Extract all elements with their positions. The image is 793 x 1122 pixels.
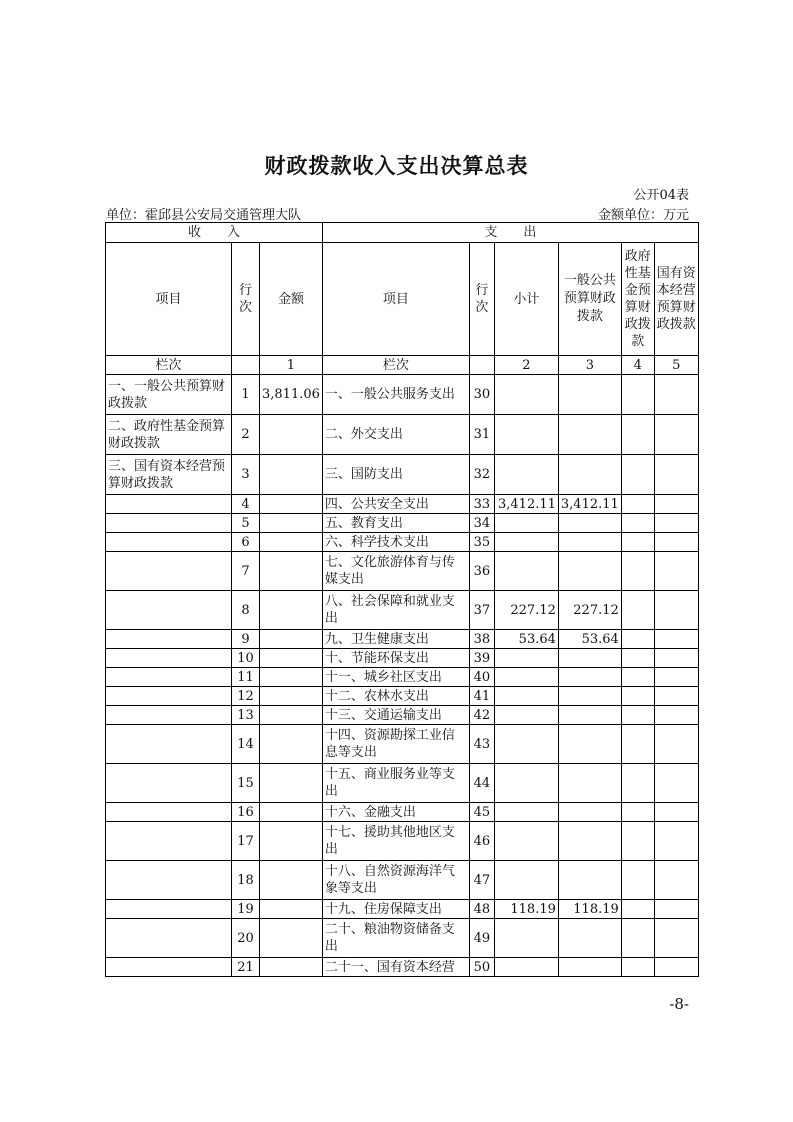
cell-expense-line: 44: [469, 764, 494, 803]
cell-subtotal: [494, 375, 558, 415]
cell-income-item: [106, 495, 232, 514]
cell-expense-item: 二十一、国有资本经营: [322, 958, 469, 977]
cell-gov-fund: [621, 375, 654, 415]
cell-subtotal: [494, 533, 558, 552]
cell-subtotal: 118.19: [494, 900, 558, 919]
cell-income-item: [106, 764, 232, 803]
table-row: [106, 455, 699, 495]
expense-section-header: 支 出: [322, 223, 698, 243]
cell-gov-fund: [621, 533, 654, 552]
cell-subtotal: [494, 958, 558, 977]
cell-subtotal: 3,412.11: [494, 495, 558, 514]
cell-expense-item: 二十、粮油物资储备支出: [322, 919, 469, 958]
column-header-row: [106, 243, 699, 356]
cell-income-amount: [260, 822, 323, 861]
cell-general-budget: 227.12: [558, 591, 621, 630]
page-title: 财政拨款收入支出决算总表: [264, 153, 529, 178]
cell-income-amount: [260, 919, 323, 958]
cell-income-amount: [260, 764, 323, 803]
cell-subtotal: [494, 822, 558, 861]
cell-state-capital: [654, 514, 698, 533]
colnum-gov-fund: 4: [621, 356, 654, 375]
cell-expense-item: 八、社会保障和就业支出: [322, 591, 469, 630]
table-row: [106, 552, 699, 591]
cell-income-item: [106, 649, 232, 668]
cell-income-item: [106, 803, 232, 822]
cell-general-budget: [558, 803, 621, 822]
cell-general-budget: [558, 958, 621, 977]
cell-income-item: [106, 919, 232, 958]
cell-expense-item: 六、科学技术支出: [322, 533, 469, 552]
cell-income-line: 16: [232, 803, 260, 822]
cell-expense-item: 十四、资源勘探工业信息等支出: [322, 725, 469, 764]
cell-subtotal: 227.12: [494, 591, 558, 630]
cell-state-capital: [654, 919, 698, 958]
cell-gov-fund: [621, 591, 654, 630]
table-row: [106, 495, 699, 514]
cell-income-line: 11: [232, 668, 260, 687]
cell-gov-fund: [621, 725, 654, 764]
table-row: [106, 630, 699, 649]
income-section-header: 收 入: [106, 223, 323, 243]
cell-income-line: 19: [232, 900, 260, 919]
cell-expense-line: 31: [469, 415, 494, 455]
cell-expense-item: 十三、交通运输支出: [322, 706, 469, 725]
cell-expense-line: 45: [469, 803, 494, 822]
cell-income-item: [106, 900, 232, 919]
cell-subtotal: [494, 861, 558, 900]
cell-expense-item: 十六、金融支出: [322, 803, 469, 822]
cell-income-amount: [260, 668, 323, 687]
cell-general-budget: [558, 687, 621, 706]
cell-subtotal: [494, 455, 558, 495]
cell-general-budget: 3,412.11: [558, 495, 621, 514]
cell-state-capital: [654, 803, 698, 822]
cell-expense-line: 39: [469, 649, 494, 668]
cell-income-line: 3: [232, 455, 260, 495]
cell-gov-fund: [621, 687, 654, 706]
cell-expense-item: 五、教育支出: [322, 514, 469, 533]
cell-state-capital: [654, 415, 698, 455]
cell-expense-item: 一、一般公共服务支出: [322, 375, 469, 415]
cell-income-line: 1: [232, 375, 260, 415]
cell-expense-line: 35: [469, 533, 494, 552]
cell-income-amount: [260, 630, 323, 649]
cell-subtotal: [494, 764, 558, 803]
cell-income-amount: [260, 900, 323, 919]
cell-gov-fund: [621, 958, 654, 977]
colnum-subtotal: 2: [494, 356, 558, 375]
cell-income-amount: [260, 725, 323, 764]
table-row: [106, 415, 699, 455]
cell-subtotal: [494, 706, 558, 725]
cell-expense-item: 十、节能环保支出: [322, 649, 469, 668]
cell-subtotal: [494, 687, 558, 706]
col-header-expense-item: 项目: [322, 243, 469, 356]
cell-general-budget: [558, 514, 621, 533]
cell-expense-item: 十七、援助其他地区支出: [322, 822, 469, 861]
cell-subtotal: [494, 552, 558, 591]
cell-gov-fund: [621, 552, 654, 591]
cell-gov-fund: [621, 514, 654, 533]
cell-income-item: 一、一般公共预算财政拨款: [106, 375, 232, 415]
cell-expense-item: 三、国防支出: [322, 455, 469, 495]
cell-income-line: 4: [232, 495, 260, 514]
cell-expense-line: 30: [469, 375, 494, 415]
cell-subtotal: [494, 919, 558, 958]
table-row: [106, 649, 699, 668]
cell-income-line: 20: [232, 919, 260, 958]
cell-expense-line: 43: [469, 725, 494, 764]
cell-income-item: [106, 668, 232, 687]
cell-income-item: [106, 533, 232, 552]
cell-general-budget: [558, 533, 621, 552]
cell-gov-fund: [621, 495, 654, 514]
col-header-subtotal: 小计: [494, 243, 558, 356]
cell-state-capital: [654, 495, 698, 514]
cell-expense-line: 48: [469, 900, 494, 919]
table-row: [106, 514, 699, 533]
cell-income-amount: [260, 455, 323, 495]
cell-income-line: 21: [232, 958, 260, 977]
cell-state-capital: [654, 649, 698, 668]
cell-income-item: [106, 706, 232, 725]
colnum-general: 3: [558, 356, 621, 375]
colnum-state-capital: 5: [654, 356, 698, 375]
page-number: -8-: [669, 995, 689, 1013]
cell-state-capital: [654, 630, 698, 649]
cell-income-amount: [260, 415, 323, 455]
cell-income-line: 12: [232, 687, 260, 706]
cell-income-amount: [260, 591, 323, 630]
cell-income-line: 9: [232, 630, 260, 649]
cell-income-item: [106, 725, 232, 764]
cell-state-capital: [654, 455, 698, 495]
cell-income-amount: [260, 649, 323, 668]
cell-state-capital: [654, 861, 698, 900]
cell-expense-line: 36: [469, 552, 494, 591]
cell-expense-item: 十五、商业服务业等支出: [322, 764, 469, 803]
cell-expense-item: 四、公共安全支出: [322, 495, 469, 514]
cell-subtotal: [494, 415, 558, 455]
cell-general-budget: [558, 861, 621, 900]
cell-expense-line: 46: [469, 822, 494, 861]
cell-income-line: 6: [232, 533, 260, 552]
cell-income-amount: [260, 706, 323, 725]
cell-gov-fund: [621, 900, 654, 919]
cell-state-capital: [654, 958, 698, 977]
colnum-amount: 1: [260, 356, 323, 375]
cell-income-item: [106, 822, 232, 861]
cell-gov-fund: [621, 668, 654, 687]
cell-income-line: 13: [232, 706, 260, 725]
colnum-blank: [469, 356, 494, 375]
cell-subtotal: [494, 668, 558, 687]
cell-subtotal: [494, 803, 558, 822]
cell-expense-item: 七、文化旅游体育与传媒支出: [322, 552, 469, 591]
cell-income-item: [106, 630, 232, 649]
cell-expense-item: 十九、住房保障支出: [322, 900, 469, 919]
cell-income-amount: [260, 861, 323, 900]
cell-expense-line: 33: [469, 495, 494, 514]
cell-income-amount: [260, 495, 323, 514]
cell-expense-line: 38: [469, 630, 494, 649]
table-row: [106, 803, 699, 822]
cell-income-line: 10: [232, 649, 260, 668]
cell-income-item: [106, 514, 232, 533]
table-row: [106, 861, 699, 900]
col-header-amount: 金额: [260, 243, 323, 356]
cell-general-budget: [558, 822, 621, 861]
cell-subtotal: [494, 725, 558, 764]
cell-expense-item: 九、卫生健康支出: [322, 630, 469, 649]
cell-gov-fund: [621, 919, 654, 958]
col-header-state-capital: 国有资本经营预算财政拨款: [654, 243, 698, 356]
cell-general-budget: [558, 415, 621, 455]
cell-expense-line: 47: [469, 861, 494, 900]
cell-state-capital: [654, 591, 698, 630]
cell-general-budget: [558, 455, 621, 495]
cell-income-item: [106, 552, 232, 591]
cell-state-capital: [654, 687, 698, 706]
form-number: 公开04表: [633, 188, 689, 203]
cell-income-line: 2: [232, 415, 260, 455]
colnum-label-right: 栏次: [322, 356, 469, 375]
cell-income-line: 17: [232, 822, 260, 861]
col-header-income-item: 项目: [106, 243, 232, 356]
cell-state-capital: [654, 668, 698, 687]
unit-label: 单位：霍邱县公安局交通管理大队: [106, 208, 302, 223]
table-row: [106, 687, 699, 706]
cell-general-budget: [558, 764, 621, 803]
cell-income-item: [106, 591, 232, 630]
cell-general-budget: [558, 375, 621, 415]
col-header-income-line: 行次: [232, 243, 260, 356]
cell-subtotal: 53.64: [494, 630, 558, 649]
cell-state-capital: [654, 725, 698, 764]
table-row: [106, 764, 699, 803]
cell-gov-fund: [621, 649, 654, 668]
cell-income-item: 二、政府性基金预算财政拨款: [106, 415, 232, 455]
cell-state-capital: [654, 822, 698, 861]
table-row: [106, 900, 699, 919]
section-header-row: [106, 223, 699, 243]
cell-expense-item: 二、外交支出: [322, 415, 469, 455]
cell-state-capital: [654, 375, 698, 415]
cell-expense-line: 34: [469, 514, 494, 533]
cell-general-budget: 118.19: [558, 900, 621, 919]
col-header-gov-fund: 政府性基金预算财政拨款: [621, 243, 654, 356]
cell-state-capital: [654, 706, 698, 725]
cell-income-line: 14: [232, 725, 260, 764]
cell-income-item: [106, 861, 232, 900]
cell-expense-item: 十八、自然资源海洋气象等支出: [322, 861, 469, 900]
cell-expense-line: 41: [469, 687, 494, 706]
colnum-blank: [232, 356, 260, 375]
cell-expense-line: 32: [469, 455, 494, 495]
col-header-expense-line: 行次: [469, 243, 494, 356]
table-row: [106, 375, 699, 415]
cell-income-item: 三、国有资本经营预算财政拨款: [106, 455, 232, 495]
table-row: [106, 919, 699, 958]
cell-income-line: 7: [232, 552, 260, 591]
cell-gov-fund: [621, 706, 654, 725]
cell-income-amount: [260, 958, 323, 977]
cell-gov-fund: [621, 803, 654, 822]
cell-general-budget: 53.64: [558, 630, 621, 649]
table-row: [106, 668, 699, 687]
cell-expense-line: 37: [469, 591, 494, 630]
cell-subtotal: [494, 649, 558, 668]
cell-gov-fund: [621, 630, 654, 649]
cell-income-amount: [260, 533, 323, 552]
cell-expense-line: 40: [469, 668, 494, 687]
budget-table: [105, 222, 699, 977]
table-row: [106, 958, 699, 977]
cell-income-amount: 3,811.06: [260, 375, 323, 415]
colnum-label-left: 栏次: [106, 356, 232, 375]
cell-state-capital: [654, 900, 698, 919]
table-row: [106, 591, 699, 630]
cell-expense-line: 50: [469, 958, 494, 977]
cell-income-amount: [260, 803, 323, 822]
cell-expense-item: 十二、农林水支出: [322, 687, 469, 706]
cell-state-capital: [654, 552, 698, 591]
cell-state-capital: [654, 533, 698, 552]
cell-income-line: 5: [232, 514, 260, 533]
table-row: [106, 706, 699, 725]
col-header-general-budget: 一般公共预算财政拨款: [558, 243, 621, 356]
cell-state-capital: [654, 764, 698, 803]
cell-gov-fund: [621, 415, 654, 455]
cell-income-line: 15: [232, 764, 260, 803]
cell-general-budget: [558, 725, 621, 764]
amount-unit-label: 金额单位：万元: [597, 208, 689, 223]
cell-income-amount: [260, 687, 323, 706]
cell-gov-fund: [621, 455, 654, 495]
cell-income-item: [106, 958, 232, 977]
cell-general-budget: [558, 649, 621, 668]
cell-income-amount: [260, 552, 323, 591]
cell-income-line: 8: [232, 591, 260, 630]
cell-general-budget: [558, 668, 621, 687]
cell-gov-fund: [621, 764, 654, 803]
cell-subtotal: [494, 514, 558, 533]
cell-general-budget: [558, 706, 621, 725]
cell-expense-line: 49: [469, 919, 494, 958]
cell-gov-fund: [621, 822, 654, 861]
cell-expense-line: 42: [469, 706, 494, 725]
column-number-row: [106, 356, 699, 375]
cell-income-item: [106, 687, 232, 706]
cell-general-budget: [558, 919, 621, 958]
table-row: [106, 822, 699, 861]
cell-expense-item: 十一、城乡社区支出: [322, 668, 469, 687]
cell-general-budget: [558, 552, 621, 591]
table-row: [106, 533, 699, 552]
cell-gov-fund: [621, 861, 654, 900]
cell-income-amount: [260, 514, 323, 533]
table-row: [106, 725, 699, 764]
cell-income-line: 18: [232, 861, 260, 900]
